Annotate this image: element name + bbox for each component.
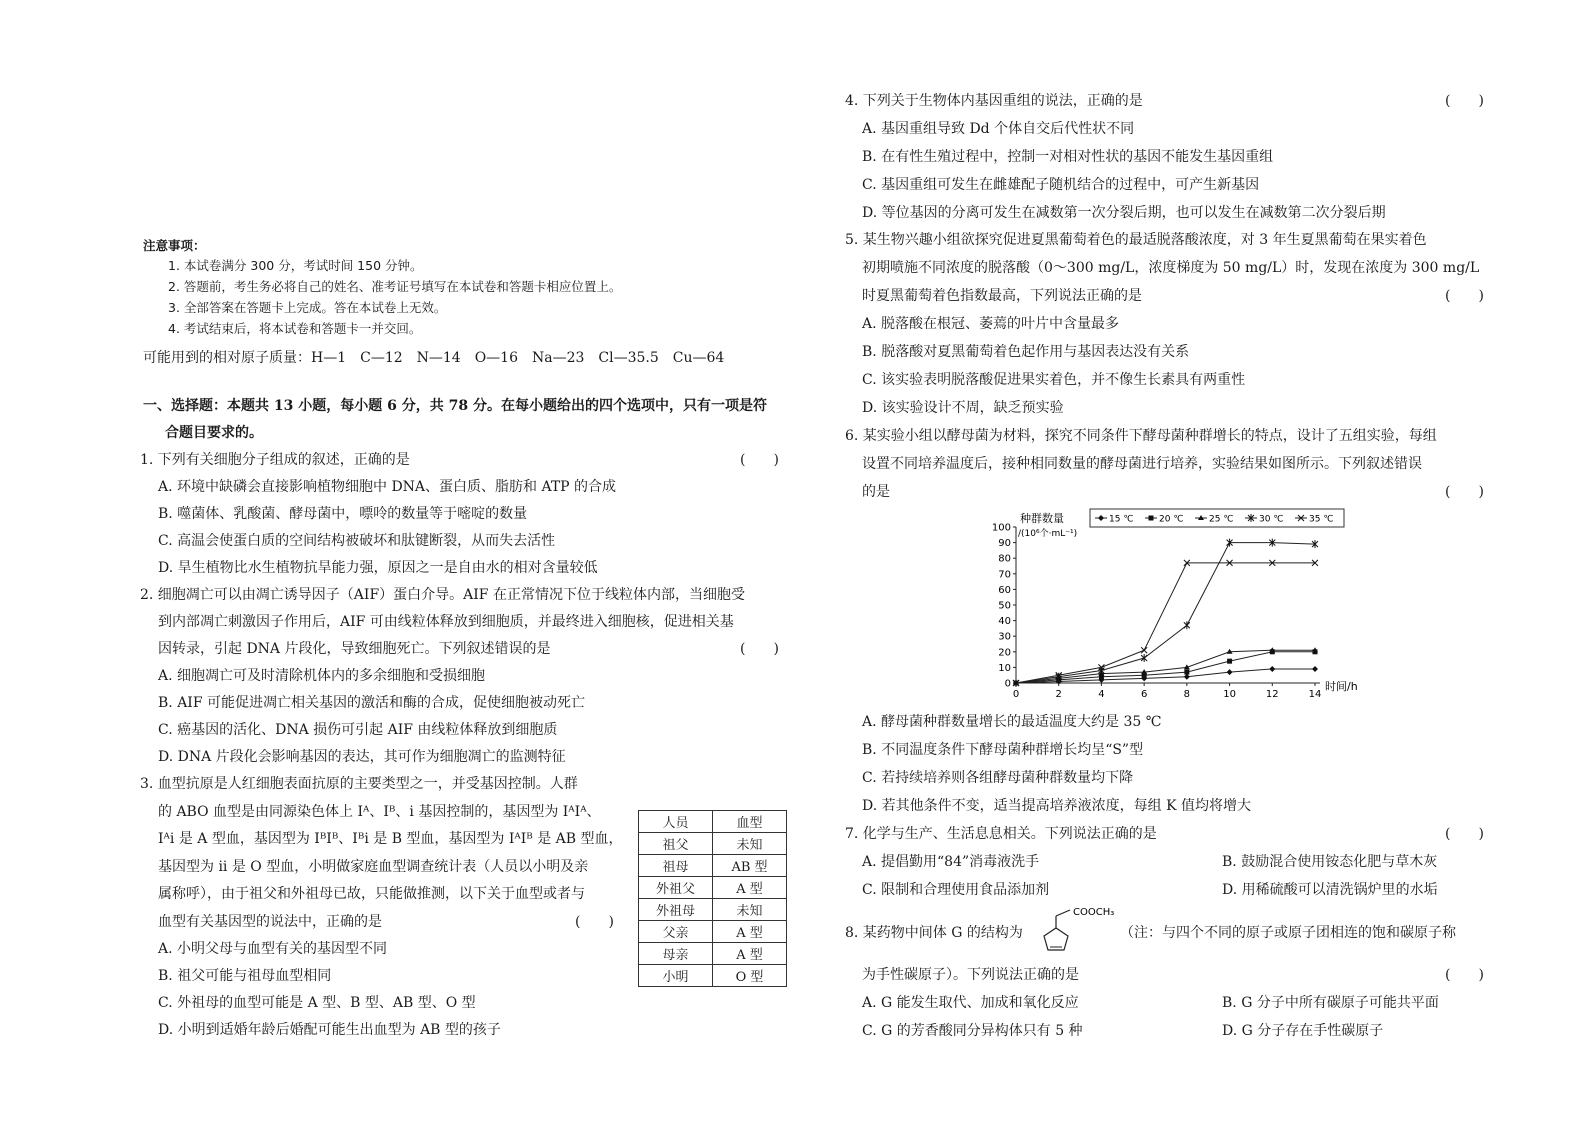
- table-header-person: 人员: [639, 811, 713, 833]
- q2-option-d: D. DNA 片段化会影响基因的表达，其可作为细胞凋亡的监测特征: [158, 749, 566, 765]
- y-axis-unit: /(10⁶个·mL⁻¹): [1018, 529, 1078, 539]
- x-tick-label: 8: [1183, 689, 1191, 700]
- q3-option-d: D. 小明到适婚年龄后婚配可能生出血型为 AB 型的孩子: [158, 1022, 501, 1038]
- q6-stem-1: 6. 某实验小组以酵母菌为材料，探究不同条件下酵母菌种群增长的特点，设计了五组实验，每组: [845, 428, 1437, 444]
- table-cell: 外祖母: [639, 899, 713, 921]
- q5-answer-paren: ( ): [1445, 288, 1484, 304]
- y-tick-label: 30: [998, 631, 1011, 643]
- q6-option-a: A. 酵母菌种群数量增长的最适温度大约是 35 ℃: [862, 714, 1162, 730]
- q6-stem-2: 设置不同培养温度后，接种相同数量的酵母菌进行培养，实验结果如图所示。下列叙述错误: [862, 456, 1422, 472]
- data-point: [1227, 669, 1233, 675]
- y-tick-label: 0: [1004, 678, 1011, 690]
- x-tick-label: 2: [1055, 689, 1062, 700]
- data-point: [1269, 666, 1275, 672]
- q7-stem: 7. 化学与生产、生活息息相关。下列说法正确的是: [845, 826, 1157, 842]
- x-tick-label: 4: [1098, 689, 1105, 700]
- x-tick-label: 10: [1223, 689, 1236, 700]
- q5-option-a: A. 脱落酸在根冠、萎蔫的叶片中含量最多: [862, 316, 1120, 332]
- y-tick-label: 20: [998, 647, 1011, 659]
- y-tick-label: 50: [998, 600, 1011, 612]
- y-tick-label: 70: [998, 569, 1011, 581]
- table-cell: 未知: [713, 833, 787, 855]
- molecule-structure-icon: [1030, 902, 1125, 954]
- table-cell: AB 型: [713, 855, 787, 877]
- q1-answer-paren: ( ): [740, 452, 779, 468]
- section-heading: 一、选择题：本题共 13 小题，每小题 6 分，共 78 分。在每小题给出的四个选项中，只有一项是符: [143, 398, 767, 414]
- table-cell: A 型: [713, 877, 787, 899]
- series-line: [1016, 650, 1315, 683]
- q7-option-d: D. 用稀硫酸可以清洗锅炉里的水垢: [1222, 882, 1438, 898]
- q7-option-c: C. 限制和合理使用食品添加剂: [862, 882, 1050, 898]
- q8-stem-2: 为手性碳原子）。下列说法正确的是: [862, 967, 1079, 983]
- q2-stem-2: 到内部凋亡刺激因子作用后，AIF 可由线粒体释放到细胞质，并最终进入细胞核，促进相关基: [158, 614, 734, 630]
- table-header-bloodtype: 血型: [713, 811, 787, 833]
- table-row: [639, 877, 787, 899]
- y-tick-label: 40: [998, 616, 1011, 628]
- q8-option-b: B. G 分子中所有碳原子可能共平面: [1222, 995, 1439, 1011]
- table-cell: A 型: [713, 943, 787, 965]
- x-tick-label: 0: [1012, 689, 1020, 700]
- notice-title: 注意事项：: [143, 238, 206, 253]
- q8-answer-paren: ( ): [1445, 967, 1484, 983]
- molecule-label: COOCH₃: [1073, 907, 1115, 918]
- data-point: [1184, 674, 1190, 680]
- notice-item-1: 1. 本试卷满分 300 分，考试时间 150 分钟。: [168, 258, 423, 273]
- notice-item-3: 3. 全部答案在答题卡上完成。答在本试卷上无效。: [168, 300, 447, 315]
- table-cell: 小明: [639, 965, 713, 987]
- q6-stem-3: 的是: [862, 484, 890, 500]
- legend-label: 35 ℃: [1309, 514, 1334, 525]
- q3-stem-1: 3. 血型抗原是人红细胞表面抗原的主要类型之一，并受基因控制。人群: [140, 776, 578, 792]
- legend-label: 20 ℃: [1159, 514, 1184, 525]
- q4-stem: 4. 下列关于生物体内基因重组的说法，正确的是: [845, 93, 1143, 109]
- data-point: [1141, 654, 1147, 662]
- table-cell: 外祖父: [639, 877, 713, 899]
- table-row: [639, 899, 787, 921]
- q8-option-c: C. G 的芳香酸同分异构体只有 5 种: [862, 1023, 1083, 1039]
- data-point: [1184, 670, 1189, 675]
- q3-stem-6: 血型有关基因型的说法中，正确的是: [158, 914, 382, 930]
- series-line: [1016, 543, 1315, 683]
- q5-option-d: D. 该实验设计不周，缺乏预实验: [862, 400, 1064, 416]
- data-point: [1227, 659, 1232, 664]
- q1-option-b: B. 噬菌体、乳酸菌、酵母菌中，嘌呤的数量等于嘧啶的数量: [158, 506, 528, 522]
- notice-item-2: 2. 答题前，考生务必将自己的姓名、准考证号填写在本试卷和答题卡相应位置上。: [168, 279, 622, 294]
- q6-answer-paren: ( ): [1445, 484, 1484, 500]
- table-cell: 未知: [713, 899, 787, 921]
- q2-stem-1: 2. 细胞凋亡可以由凋亡诱导因子（AIF）蛋白介导。AIF 在正常情况下位于线粒体内部，当细胞受: [140, 587, 745, 603]
- q3-answer-paren: ( ): [575, 914, 614, 930]
- q5-stem-1: 5. 某生物兴趣小组欲探究促进夏黑葡萄着色的最适脱落酸浓度，对 3 年生夏黑葡萄在果实着色: [845, 232, 1427, 248]
- y-tick-label: 100: [991, 522, 1011, 534]
- x-tick-label: 6: [1140, 689, 1148, 700]
- table-cell: 父亲: [639, 921, 713, 943]
- series-line: [1016, 563, 1315, 683]
- y-tick-label: 90: [998, 538, 1011, 550]
- q3-stem-4: 基因型为 ii 是 O 型血，小明做家庭血型调查统计表（人员以小明及亲: [158, 859, 589, 875]
- chart-series: [1013, 539, 1318, 687]
- section-heading-cont: 合题目要求的。: [165, 425, 263, 441]
- population-chart: [980, 505, 1370, 705]
- q6-option-c: C. 若持续培养则各组酵母菌种群数量均下降: [862, 770, 1134, 786]
- table-cell: 祖母: [639, 855, 713, 877]
- q4-option-a: A. 基因重组导致 Dd 个体自交后代性状不同: [862, 121, 1135, 137]
- q7-answer-paren: ( ): [1445, 826, 1484, 842]
- blood-type-table: [638, 810, 787, 987]
- q2-stem-3: 因转录，引起 DNA 片段化，导致细胞死亡。下列叙述错误的是: [158, 641, 551, 657]
- y-axis-title: 种群数量: [1020, 512, 1064, 525]
- q4-option-d: D. 等位基因的分离可发生在减数第一次分裂后期，也可以发生在减数第二次分裂后期: [862, 205, 1386, 221]
- legend-label: 25 ℃: [1209, 514, 1234, 525]
- q3-option-c: C. 外祖母的血型可能是 A 型、B 型、AB 型、O 型: [158, 995, 476, 1011]
- q8-stem-pre: 8. 某药物中间体 G 的结构为: [845, 925, 1023, 941]
- data-point: [1149, 516, 1154, 521]
- q2-answer-paren: ( ): [740, 641, 779, 657]
- table-cell: 母亲: [639, 943, 713, 965]
- x-axis-title: 时间/h: [1325, 680, 1358, 693]
- y-tick-label: 10: [998, 662, 1011, 674]
- legend-label: 30 ℃: [1259, 514, 1284, 525]
- table-cell: 祖父: [639, 833, 713, 855]
- notice-item-4: 4. 考试结束后，将本试卷和答题卡一并交回。: [168, 321, 422, 336]
- q5-option-c: C. 该实验表明脱落酸促进果实着色，并不像生长素具有两重性: [862, 372, 1246, 388]
- q1-option-d: D. 旱生植物比水生植物抗旱能力强，原因之一是自由水的相对含量较低: [158, 560, 598, 576]
- table-cell: A 型: [713, 921, 787, 943]
- q1-option-c: C. 高温会使蛋白质的空间结构被破坏和肽键断裂，从而失去活性: [158, 533, 556, 549]
- q8-option-d: D. G 分子存在手性碳原子: [1222, 1023, 1384, 1039]
- q2-option-b: B. AIF 可能促进凋亡相关基因的激活和酶的合成，促使细胞被动死亡: [158, 695, 585, 711]
- q3-stem-3: Iᴬi 是 A 型血，基因型为 IᴮIᴮ、Iᴮi 是 B 型血，基因型为 IᴬIᴮ 是 AB 型血，: [158, 831, 623, 847]
- y-tick-label: 80: [998, 553, 1011, 565]
- data-point: [1184, 621, 1190, 629]
- x-tick-label: 14: [1308, 689, 1322, 700]
- q4-answer-paren: ( ): [1445, 93, 1484, 109]
- table-row: [639, 833, 787, 855]
- q2-option-a: A. 细胞凋亡可及时清除机体内的多余细胞和受损细胞: [158, 668, 486, 684]
- table-row: [639, 921, 787, 943]
- atomic-mass-line: 可能用到的相对原子质量：H—1 C—12 N—14 O—16 Na—23 Cl—35.5 Cu—64: [143, 350, 725, 366]
- data-point: [1141, 647, 1147, 653]
- q1-option-a: A. 环境中缺磷会直接影响植物细胞中 DNA、蛋白质、脂肪和 ATP 的合成: [158, 479, 617, 495]
- data-point: [1312, 666, 1318, 672]
- q3-stem-5: 属称呼），由于祖父和外祖母已故，只能做推测，以下关于血型或者与: [158, 886, 585, 902]
- q3-option-a: A. 小明父母与血型有关的基因型不同: [158, 941, 388, 957]
- q5-stem-3: 时夏黑葡萄着色指数最高，下列说法正确的是: [862, 288, 1142, 304]
- q7-option-a: A. 提倡勤用“84”消毒液洗手: [862, 854, 1040, 870]
- table-row: [639, 943, 787, 965]
- q6-option-b: B. 不同温度条件下酵母菌种群增长均呈“S”型: [862, 742, 1144, 758]
- q7-option-b: B. 鼓励混合使用铵态化肥与草木灰: [1222, 854, 1438, 870]
- q6-option-d: D. 若其他条件不变，适当提高培养液浓度，每组 K 值均将增大: [862, 798, 1251, 814]
- chart-axes: [992, 523, 1321, 701]
- q8-option-a: A. G 能发生取代、加成和氧化反应: [862, 995, 1079, 1011]
- q2-option-c: C. 癌基因的活化、DNA 损伤可引起 AIF 由线粒体释放到细胞质: [158, 722, 558, 738]
- legend-label: 15 ℃: [1109, 514, 1134, 525]
- table-row: [639, 965, 787, 987]
- q3-stem-2: 的 ABO 血型是由同源染色体上 Iᴬ、Iᴮ、i 基因控制的，基因型为 IᴬIᴬ、: [158, 804, 601, 820]
- table-row: [639, 855, 787, 877]
- q1-stem: 1. 下列有关细胞分子组成的叙述，正确的是: [140, 452, 410, 468]
- q4-option-b: B. 在有性生殖过程中，控制一对相对性状的基因不能发生基因重组: [862, 149, 1274, 165]
- q4-option-c: C. 基因重组可发生在雌雄配子随机结合的过程中，可产生新基因: [862, 177, 1260, 193]
- table-cell: O 型: [713, 965, 787, 987]
- series-3: [1013, 539, 1318, 687]
- table-header-row: [639, 811, 787, 833]
- x-tick-label: 12: [1265, 689, 1279, 700]
- q5-option-b: B. 脱落酸对夏黑葡萄着色起作用与基因表达没有关系: [862, 344, 1190, 360]
- q8-stem-post: （注：与四个不同的原子或原子团相连的饱和碳原子称: [1120, 925, 1456, 941]
- y-tick-label: 60: [998, 584, 1011, 596]
- q5-stem-2: 初期喷施不同浓度的脱落酸（0～300 mg/L，浓度梯度为 50 mg/L）时，发现在浓度为 300 mg/L: [862, 260, 1480, 276]
- q3-option-b: B. 祖父可能与祖母血型相同: [158, 968, 332, 984]
